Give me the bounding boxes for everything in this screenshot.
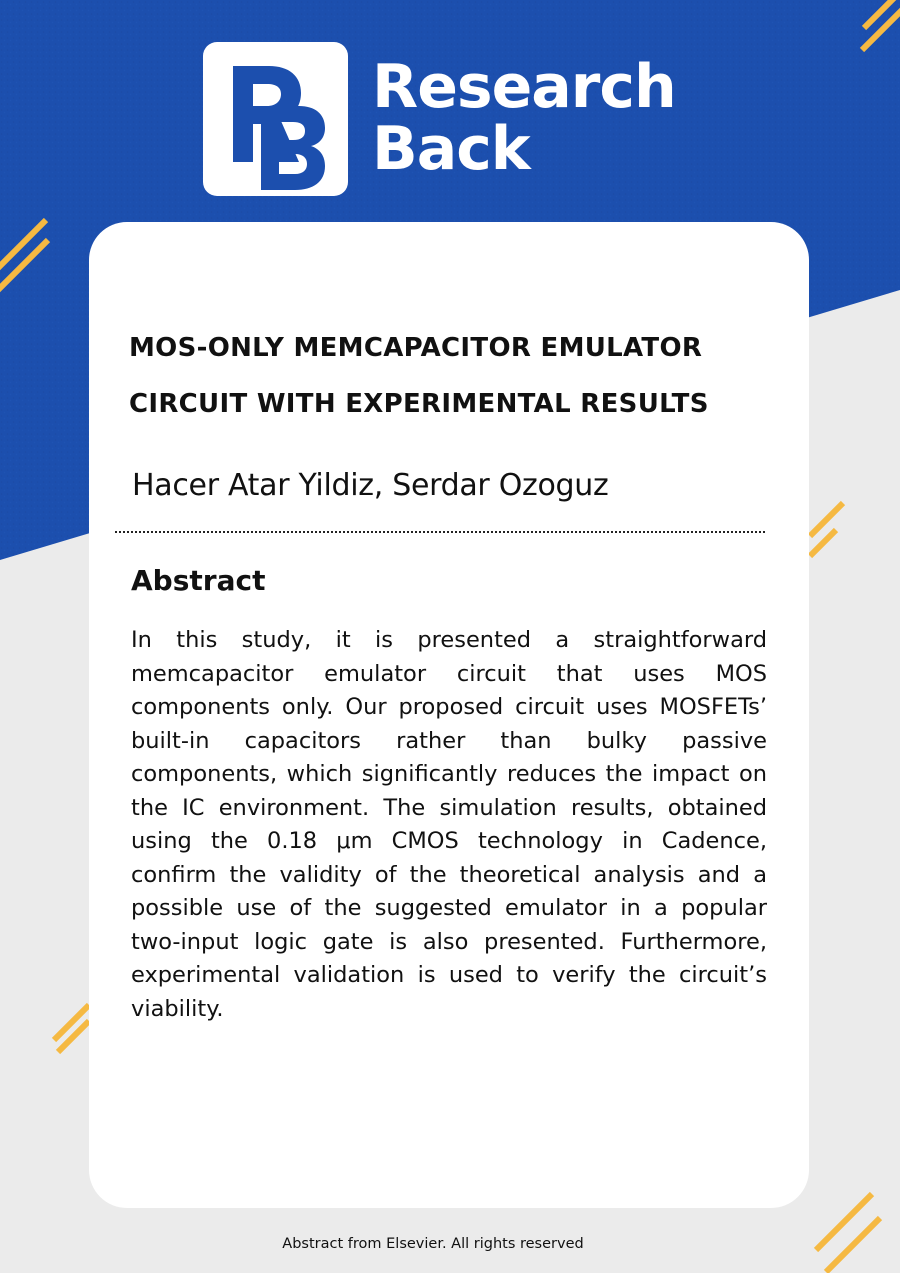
dotted-divider [115,531,765,533]
abstract-heading: Abstract [131,564,266,597]
rb-monogram-icon [203,42,348,196]
brand-line-1: Research [372,52,676,122]
paper-title: MOS-ONLY MEMCAPACITOR EMULATOR CIRCUIT WITH EXPERIMENTAL RESULTS [129,333,709,419]
brand-line-2: Back [372,114,530,184]
brand-wordmark [372,52,676,184]
paper-authors: Hacer Atar Yildiz, Serdar Ozoguz [132,468,609,503]
footer-copyright: Abstract from Elsevier. All rights reserved [282,1236,584,1252]
brand-logo [203,42,348,196]
content-card [89,222,809,1208]
abstract-text: In this study, it is presented a straightforward memcapacitor emulator circuit that uses MOS components only. Our proposed circuit uses MOSFETs’ built-in capacitors rather than bulky passive components, which significantly reduces the impact on the IC environment. The simulation results, obtained using the 0.18 μm CMOS technology in Cadence, confirm the validity of the theoretical analysis and a possible use of the suggested emulator in a popular two-input logic gate is also presented. Furthermore, experimental validation is used to verify the circuit’s viability. [131,627,767,1022]
